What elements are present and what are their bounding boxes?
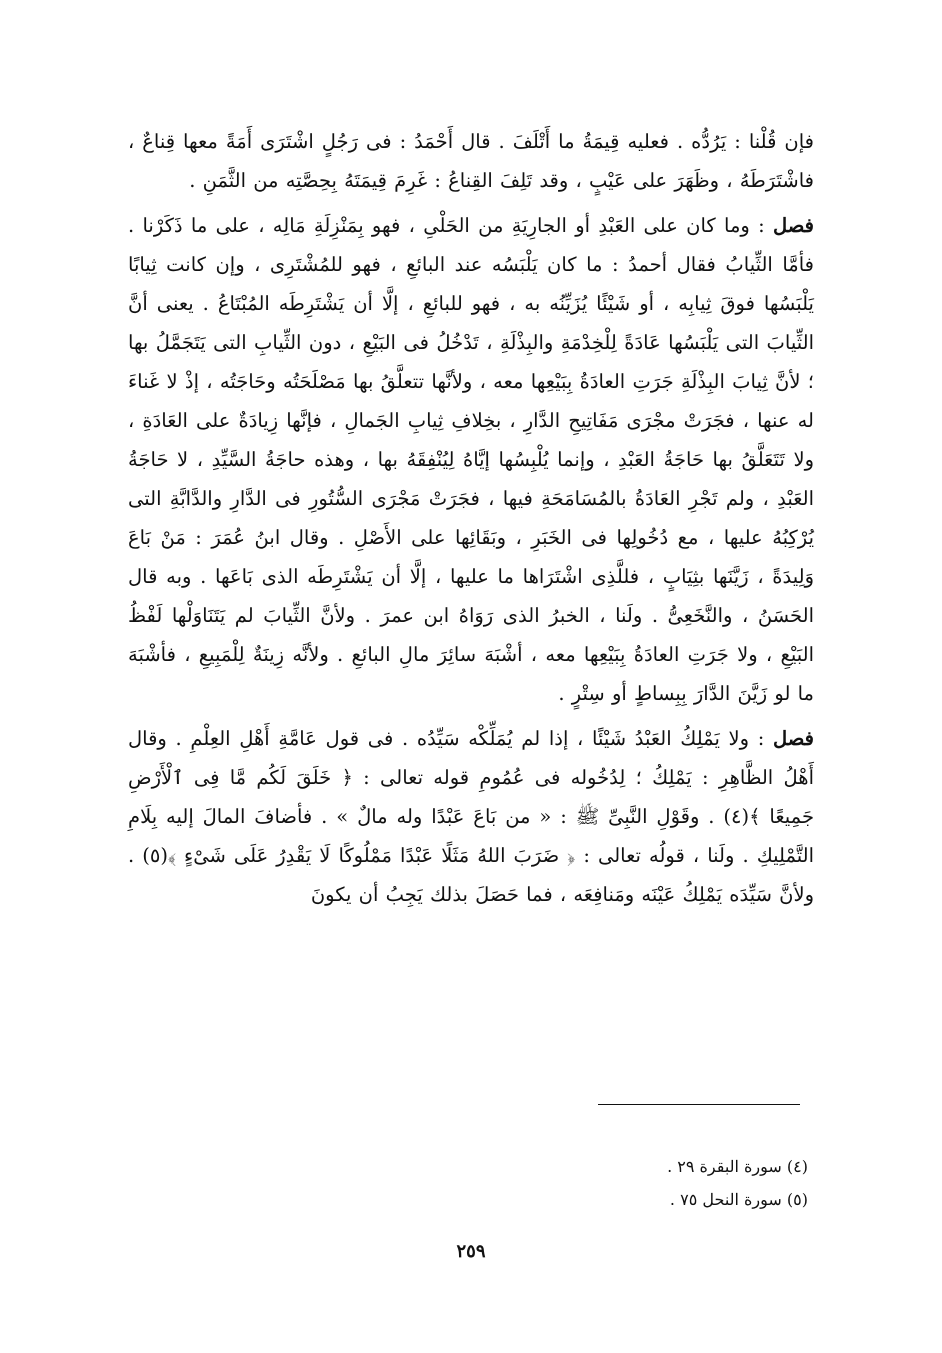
paragraph-text: فإن قُلْنا : يَرُدُّه . فعليه قِيمَةُ ما أَتْلَفَ . قال أَحْمَدُ : فى رَجُلٍ اشْتَرَى أَمَةً معها قِناعٌ ، فاشْتَرَطَهُ ، وظَهَرَ على عَيْبٍ ، وقد تَلِفَ القِناعُ : غَرِمَ قِيمَتَهُ بِحِصَّتِه من الثَّمَنِ . — [128, 130, 814, 192]
section-heading: فصل — [773, 214, 814, 237]
paragraph-3 — [128, 719, 814, 914]
section-heading: فصل — [773, 727, 814, 750]
paragraph-2 — [128, 206, 814, 713]
footnote-4: (٤) سورة البقرة ٢٩ . — [667, 1157, 808, 1176]
footnote-divider — [598, 1104, 800, 1105]
footnotes — [408, 1150, 808, 1216]
footnote-5: (٥) سورة النحل ٧٥ . — [669, 1190, 808, 1209]
main-text — [128, 122, 814, 914]
page-number: ٢٥٩ — [456, 1241, 486, 1262]
paragraph-text: : ولا يَمْلِكُ العَبْدُ شَيْئًا ، إذا لم يُمَلِّكْه سَيِّدُه . فى قول عَامَّةِ أَهْلِ العِلْمِ . وقال أَهْلُ الظَّاهِرِ : يَمْلِكُ ؛ لِدُخُوله فى عُمُومِ قوله تعالى : ﴿ خَلَقَ لَكُم مَّا فِى ٱلْأَرْضِ جَمِيعًا ﴾(٤) . وقَوْلِ النَّبِىِّ ﷺ : « من بَاعَ عَبْدًا وله مالٌ » . فأضافَ المالَ إليه بِلَامِ التَّمْلِيكِ . ولَنا ، قولُه تعالى : ﴿ ضَرَبَ اللهُ مَثَلًا عَبْدًا مَمْلُوكًا لَا يَقْدِرُ عَلَى شَىْءٍ ﴾(٥) . ولأنَّ سَيِّدَه يَمْلِكُ عَيْنَه ومَنافِعَه ، فما حَصَلَ بذلك يَجِبُ أن يكونَ — [128, 727, 814, 906]
paragraph-1 — [128, 122, 814, 200]
paragraph-text: : وما كان على العَبْدِ أو الجارِيَةِ من الحَلْىِ ، فهو بِمَنْزِلَةِ مَالِه ، على ما ذَكَرْنا . فأمَّا الثِّيابُ فقال أحمدُ : ما كان يَلْبَسُه عند البائعِ ، فهو للمُشْتَرِى ، وإن كانت ثِيابًا يَلْبَسُها فوقَ ثِيابِه ، أو شَيْئًا يُزَيِّنُه به ، فهو للبائعِ ، إلَّا أن يَشْتَرِطَه المُبْتَاعُ . يعنى أنَّ الثِّيابَ التى يَلْبَسُها عَادَةً لِلْخِدْمَةِ والبِذْلَةِ ، تَدْخُلُ فى البَيْعِ ، دون الثِّيابِ التى يَتَجَمَّلُ بها ؛ لأنَّ ثِيابَ البِذْلَةِ جَرَتِ العادَةُ بِبَيْعِها معه ، ولأنَّها تتعلَّقُ بها مَصْلَحَتُه وحَاجَتُه ، إذْ لا غَناءَ له عنها ، فجَرَتْ مجْرَى مَفَاتِيحِ الدَّارِ ، بخِلافِ ثِيابِ الجَمالِ ، فإنَّها زِيادَةٌ على العَادَةِ ، ولا تَتَعَلَّقُ بها حَاجَةُ العَبْدِ ، وإنما يُلْبِسُها إيَّاهُ لِيُنْفِقَهُ بها ، وهذه حاجَةُ السَّيِّدِ ، لا حَاجَةُ العَبْدِ ، ولم تَجْرِ العَادَةُ بالمُسَامَحَةِ فيها ، فجَرَتْ مَجْرَى السُّتُورِ فى الدَّارِ والدَّابَّةِ التى يُرْكِبُهُ عليها ، مع دُخُولِها فى الخَبَرِ ، وبَقَائِها على الأَصْلِ . وقال ابنُ عُمَرَ : مَنْ بَاعَ وَلِيدَةً ، زَيَّنَها بثِيَابٍ ، فللَّذِى اشْتَرَاها ما عليها ، إلَّا أن يَشْتَرِطَه الذى بَاعَها . وبه قال الحَسَنُ ، والنَّخَعِىُّ . ولَنا ، الخبرُ الذى رَوَاهُ ابن عمرَ . ولأنَّ الثِّيابَ لم يَتَنَاوَلْها لَفْظُ البَيْعِ ، ولا جَرَتِ العادَةُ بِبَيْعِها معه ، أشْبَهَ سائِرَ مالِ البائعِ . ولأنَّه زِينَةٌ لِلْمَبِيعِ ، فأشْبَهَ ما لو زَيَّنَ الدَّارَ بِبِساطٍ أو سِتْرٍ . — [128, 214, 814, 705]
